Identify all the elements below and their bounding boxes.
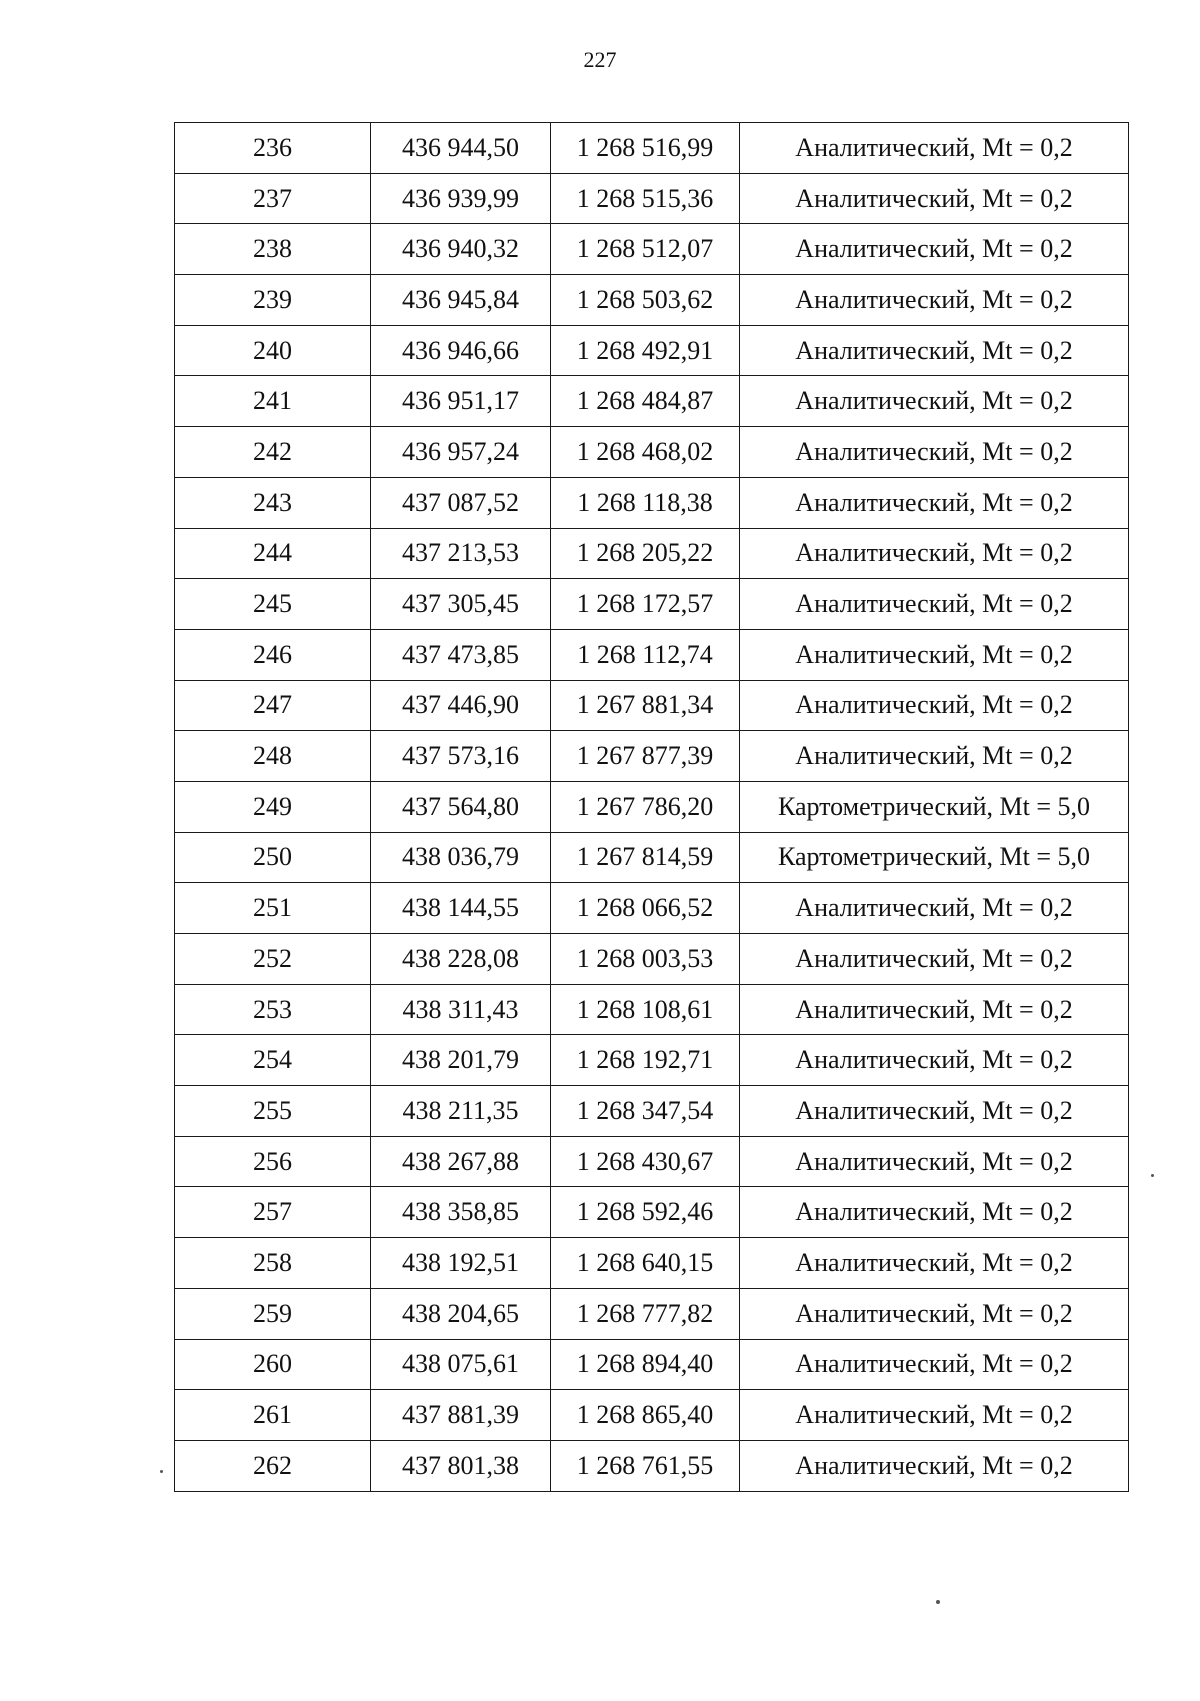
method-cell: Аналитический, Mt = 0,2 <box>740 224 1129 275</box>
y-coordinate-cell: 1 267 814,59 <box>551 832 740 883</box>
y-coordinate-cell: 1 267 881,34 <box>551 680 740 731</box>
y-coordinate-cell: 1 268 484,87 <box>551 376 740 427</box>
scan-speck <box>160 1470 163 1473</box>
point-number-cell: 257 <box>175 1187 371 1238</box>
method-cell: Аналитический, Mt = 0,2 <box>740 1086 1129 1137</box>
y-coordinate-cell: 1 268 172,57 <box>551 579 740 630</box>
table-row <box>175 275 1129 326</box>
x-coordinate-cell: 436 951,17 <box>371 376 551 427</box>
x-coordinate-cell: 437 213,53 <box>371 528 551 579</box>
x-coordinate-cell: 438 144,55 <box>371 883 551 934</box>
point-number-cell: 261 <box>175 1390 371 1441</box>
x-coordinate-cell: 437 305,45 <box>371 579 551 630</box>
y-coordinate-cell: 1 267 877,39 <box>551 731 740 782</box>
point-number-cell: 248 <box>175 731 371 782</box>
y-coordinate-cell: 1 268 205,22 <box>551 528 740 579</box>
table-row <box>175 781 1129 832</box>
table-row <box>175 1187 1129 1238</box>
scan-speck <box>1151 1174 1154 1177</box>
point-number-cell: 240 <box>175 325 371 376</box>
point-number-cell: 255 <box>175 1086 371 1137</box>
y-coordinate-cell: 1 268 003,53 <box>551 934 740 985</box>
point-number-cell: 252 <box>175 934 371 985</box>
y-coordinate-cell: 1 268 515,36 <box>551 173 740 224</box>
point-number-cell: 244 <box>175 528 371 579</box>
x-coordinate-cell: 438 204,65 <box>371 1288 551 1339</box>
table-row <box>175 224 1129 275</box>
point-number-cell: 242 <box>175 427 371 478</box>
x-coordinate-cell: 437 801,38 <box>371 1440 551 1491</box>
table-row <box>175 731 1129 782</box>
method-cell: Аналитический, Mt = 0,2 <box>740 1035 1129 1086</box>
point-number-cell: 245 <box>175 579 371 630</box>
method-cell: Аналитический, Mt = 0,2 <box>740 376 1129 427</box>
coordinates-table <box>174 122 1129 1492</box>
x-coordinate-cell: 438 192,51 <box>371 1238 551 1289</box>
point-number-cell: 250 <box>175 832 371 883</box>
table-row <box>175 1288 1129 1339</box>
x-coordinate-cell: 438 036,79 <box>371 832 551 883</box>
point-number-cell: 241 <box>175 376 371 427</box>
point-number-cell: 254 <box>175 1035 371 1086</box>
method-cell: Аналитический, Mt = 0,2 <box>740 427 1129 478</box>
y-coordinate-cell: 1 268 192,71 <box>551 1035 740 1086</box>
method-cell: Аналитический, Mt = 0,2 <box>740 883 1129 934</box>
y-coordinate-cell: 1 268 108,61 <box>551 984 740 1035</box>
table-row <box>175 832 1129 883</box>
x-coordinate-cell: 437 573,16 <box>371 731 551 782</box>
y-coordinate-cell: 1 267 786,20 <box>551 781 740 832</box>
y-coordinate-cell: 1 268 865,40 <box>551 1390 740 1441</box>
method-cell: Аналитический, Mt = 0,2 <box>740 1187 1129 1238</box>
point-number-cell: 247 <box>175 680 371 731</box>
y-coordinate-cell: 1 268 516,99 <box>551 123 740 174</box>
x-coordinate-cell: 437 087,52 <box>371 477 551 528</box>
method-cell: Аналитический, Mt = 0,2 <box>740 1390 1129 1441</box>
x-coordinate-cell: 438 311,43 <box>371 984 551 1035</box>
x-coordinate-cell: 438 358,85 <box>371 1187 551 1238</box>
y-coordinate-cell: 1 268 118,38 <box>551 477 740 528</box>
x-coordinate-cell: 438 075,61 <box>371 1339 551 1390</box>
table-row <box>175 629 1129 680</box>
x-coordinate-cell: 436 946,66 <box>371 325 551 376</box>
method-cell: Аналитический, Mt = 0,2 <box>740 1440 1129 1491</box>
x-coordinate-cell: 436 939,99 <box>371 173 551 224</box>
point-number-cell: 239 <box>175 275 371 326</box>
method-cell: Аналитический, Mt = 0,2 <box>740 528 1129 579</box>
method-cell: Аналитический, Mt = 0,2 <box>740 477 1129 528</box>
table-row <box>175 427 1129 478</box>
method-cell: Аналитический, Mt = 0,2 <box>740 325 1129 376</box>
point-number-cell: 253 <box>175 984 371 1035</box>
table-row <box>175 1339 1129 1390</box>
table-row <box>175 1238 1129 1289</box>
y-coordinate-cell: 1 268 112,74 <box>551 629 740 680</box>
x-coordinate-cell: 436 957,24 <box>371 427 551 478</box>
x-coordinate-cell: 438 228,08 <box>371 934 551 985</box>
point-number-cell: 258 <box>175 1238 371 1289</box>
table-row <box>175 883 1129 934</box>
y-coordinate-cell: 1 268 492,91 <box>551 325 740 376</box>
method-cell: Аналитический, Mt = 0,2 <box>740 984 1129 1035</box>
table-row <box>175 376 1129 427</box>
coordinates-table-body <box>175 123 1129 1492</box>
y-coordinate-cell: 1 268 468,02 <box>551 427 740 478</box>
method-cell: Аналитический, Mt = 0,2 <box>740 275 1129 326</box>
y-coordinate-cell: 1 268 503,62 <box>551 275 740 326</box>
table-row <box>175 528 1129 579</box>
method-cell: Аналитический, Mt = 0,2 <box>740 629 1129 680</box>
table-row <box>175 1086 1129 1137</box>
scan-speck <box>936 1600 940 1604</box>
table-row <box>175 934 1129 985</box>
x-coordinate-cell: 437 881,39 <box>371 1390 551 1441</box>
y-coordinate-cell: 1 268 512,07 <box>551 224 740 275</box>
table-row <box>175 123 1129 174</box>
method-cell: Аналитический, Mt = 0,2 <box>740 934 1129 985</box>
x-coordinate-cell: 438 211,35 <box>371 1086 551 1137</box>
y-coordinate-cell: 1 268 777,82 <box>551 1288 740 1339</box>
method-cell: Аналитический, Mt = 0,2 <box>740 731 1129 782</box>
point-number-cell: 249 <box>175 781 371 832</box>
table-row <box>175 477 1129 528</box>
x-coordinate-cell: 437 446,90 <box>371 680 551 731</box>
x-coordinate-cell: 438 201,79 <box>371 1035 551 1086</box>
point-number-cell: 262 <box>175 1440 371 1491</box>
table-row <box>175 984 1129 1035</box>
method-cell: Аналитический, Mt = 0,2 <box>740 1339 1129 1390</box>
y-coordinate-cell: 1 268 894,40 <box>551 1339 740 1390</box>
x-coordinate-cell: 437 564,80 <box>371 781 551 832</box>
point-number-cell: 236 <box>175 123 371 174</box>
x-coordinate-cell: 438 267,88 <box>371 1136 551 1187</box>
method-cell: Аналитический, Mt = 0,2 <box>740 1288 1129 1339</box>
method-cell: Аналитический, Mt = 0,2 <box>740 579 1129 630</box>
point-number-cell: 238 <box>175 224 371 275</box>
y-coordinate-cell: 1 268 066,52 <box>551 883 740 934</box>
table-row <box>175 1440 1129 1491</box>
method-cell: Аналитический, Mt = 0,2 <box>740 1238 1129 1289</box>
point-number-cell: 256 <box>175 1136 371 1187</box>
table-row <box>175 579 1129 630</box>
x-coordinate-cell: 436 945,84 <box>371 275 551 326</box>
method-cell: Картометрический, Mt = 5,0 <box>740 832 1129 883</box>
table-row <box>175 680 1129 731</box>
table-row <box>175 1035 1129 1086</box>
method-cell: Аналитический, Mt = 0,2 <box>740 1136 1129 1187</box>
method-cell: Аналитический, Mt = 0,2 <box>740 680 1129 731</box>
page-number: 227 <box>583 47 617 72</box>
method-cell: Аналитический, Mt = 0,2 <box>740 173 1129 224</box>
table-row <box>175 1390 1129 1441</box>
y-coordinate-cell: 1 268 347,54 <box>551 1086 740 1137</box>
point-number-cell: 243 <box>175 477 371 528</box>
x-coordinate-cell: 436 940,32 <box>371 224 551 275</box>
point-number-cell: 237 <box>175 173 371 224</box>
point-number-cell: 251 <box>175 883 371 934</box>
y-coordinate-cell: 1 268 430,67 <box>551 1136 740 1187</box>
point-number-cell: 246 <box>175 629 371 680</box>
x-coordinate-cell: 437 473,85 <box>371 629 551 680</box>
x-coordinate-cell: 436 944,50 <box>371 123 551 174</box>
table-row <box>175 1136 1129 1187</box>
method-cell: Картометрический, Mt = 5,0 <box>740 781 1129 832</box>
y-coordinate-cell: 1 268 761,55 <box>551 1440 740 1491</box>
y-coordinate-cell: 1 268 592,46 <box>551 1187 740 1238</box>
point-number-cell: 259 <box>175 1288 371 1339</box>
table-row <box>175 173 1129 224</box>
point-number-cell: 260 <box>175 1339 371 1390</box>
y-coordinate-cell: 1 268 640,15 <box>551 1238 740 1289</box>
method-cell: Аналитический, Mt = 0,2 <box>740 123 1129 174</box>
table-row <box>175 325 1129 376</box>
